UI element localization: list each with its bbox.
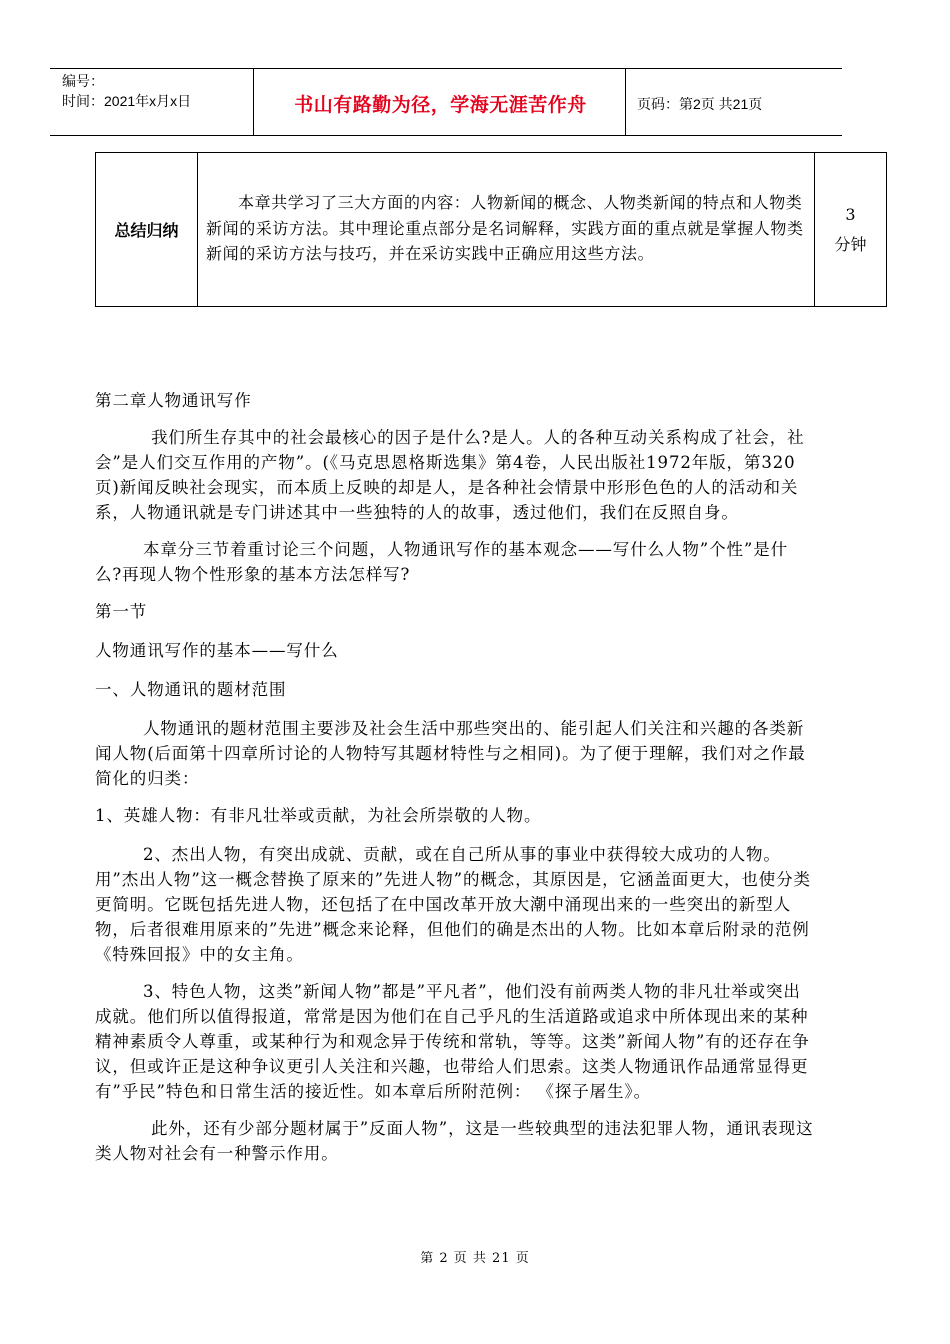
summary-text: 本章共学习了三大方面的内容：人物新闻的概念、人物类新闻的特点和人物类新闻的采访方法。其中理论重点部分是名词解释，实践方面的重点就是掌握人物类新闻的采访方法与技巧，并在采访实践中正确应用这些方法。	[198, 153, 815, 307]
list-item-outstanding: 2、杰出人物，有突出成就、贡献，或在自己所从事的事业中获得较大成功的人物。用”杰出人物”这一概念替换了原来的”先进人物”的概念，其原因是，它涵盖面更大，也使分类更简明。它既包括先进人物，还包括了在中国改革开放大潮中涌现出来的一些突出的新型人物，后者很难用原来的”先进”概念来论释，但他们的确是杰出的人物。比如本章后附录的范例 《特殊回报》中的女主角。	[95, 845, 811, 964]
header-bottom-rule	[50, 135, 842, 136]
page-footer: 第 2 页 共 21 页	[420, 1251, 530, 1266]
subsection-heading: 一、人物通讯的题材范围	[95, 680, 287, 699]
header-page-info: 页码：第2页 共21页	[637, 96, 763, 112]
summary-time	[815, 153, 887, 307]
section-heading: 第一节	[95, 602, 148, 621]
summary-time-value: 3	[845, 204, 856, 224]
summary-table	[95, 152, 887, 307]
summary-label: 总结归纳	[96, 153, 198, 307]
summary-row	[96, 153, 887, 307]
chapter-title: 第二章人物通讯写作	[95, 391, 252, 410]
header-divider	[625, 68, 626, 136]
header-time: 时间：2021年x月x日	[62, 93, 192, 109]
list-item-hero: 1、英雄人物：有非凡壮举或贡献，为社会所崇敬的人物。	[95, 806, 542, 825]
paragraph-negative-figures: 此外，还有少部分题材属于”反面人物”，这是一些较典型的违法犯罪人物，通讯表现这类人物对社会有一种警示作用。	[95, 1119, 814, 1163]
page-header	[0, 0, 950, 140]
header-motto: 书山有路勤为径，学海无涯苦作舟	[294, 94, 587, 116]
list-item-distinctive: 3、特色人物，这类”新闻人物”都是”平凡者”，他们没有前两类人物的非凡壮举或突出成就。他们所以值得报道，常常是因为他们在自己乎凡的生活道路或追求中所体现出来的某种精神素质令人尊重，或某种行为和观念异于传统和常轨，等等。这类”新闻人物”有的还存在争议，但或许正是这种争议更引人关注和兴趣，也带给人们思索。这类人物通讯作品通常显得更有”乎民”特色和日常生活的接近性。如本章后所附范例： 《探子屠生》。	[95, 982, 810, 1101]
header-divider	[253, 68, 254, 136]
section-title: 人物通讯写作的基本——写什么	[95, 641, 339, 660]
summary-time-unit: 分钟	[834, 234, 867, 254]
paragraph-overview: 本章分三节着重讨论三个问题，人物通讯写作的基本观念——写什么人物”个性”是什么?再现人物个性形象的基本方法怎样写?	[95, 540, 789, 584]
main-body	[95, 388, 815, 1178]
header-top-rule	[50, 68, 842, 69]
header-number: 编号：	[62, 73, 104, 89]
paragraph-intro: 我们所生存其中的社会最核心的因子是什么?是人。人的各种互动关系构成了社会，社会”是人们交互作用的产物”。(《马克思恩格斯选集》第4卷，人民出版社1972年版，第320页)新闻反映社会现实，而本质上反映的却是人，是各种社会情景中形形色色的人的活动和关系，人物通讯就是专门讲述其中一些独特的人的故事，透过他们，我们在反照自身。	[95, 428, 805, 522]
paragraph-scope: 人物通讯的题材范围主要涉及社会生活中那些突出的、能引起人们关注和兴趣的各类新闻人物(后面第十四章所讨论的人物特写其题材特性与之相同)。为了便于理解，我们对之作最简化的归类：	[95, 719, 806, 788]
